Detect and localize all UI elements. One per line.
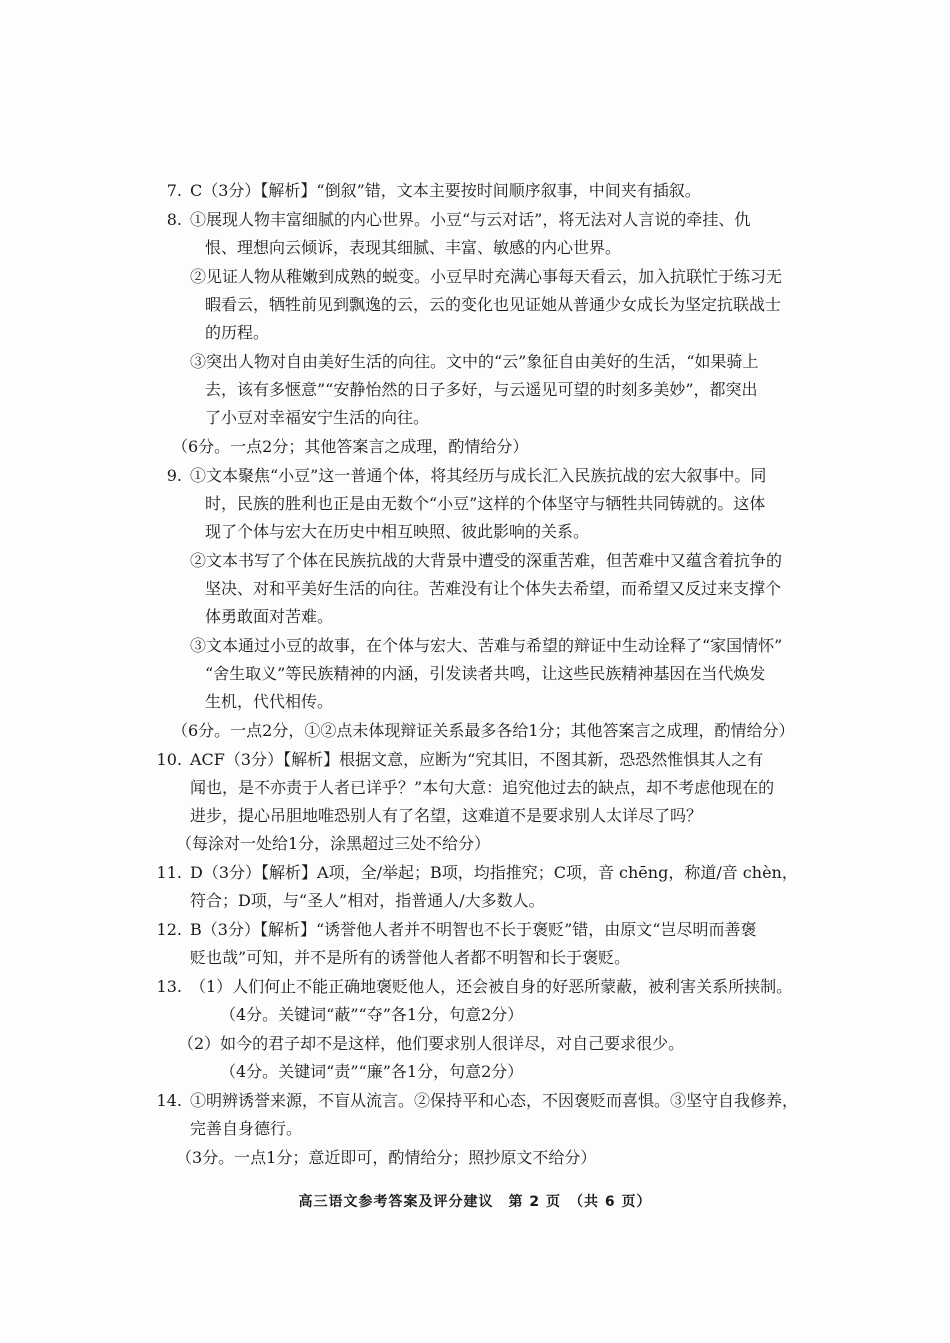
q8-number: 8. (166, 210, 182, 229)
q9-p2-line2: 坚决、对和平美好生活的向往。苦难没有让个体失去希望，而希望又反过来支撑个 (205, 579, 782, 598)
q8-p2-line3: 的历程。 (205, 323, 270, 342)
q7-number: 7. (166, 181, 182, 200)
q13-score-1: （4分。关键词“蔽”“夺”各1分，句意2分） (220, 1005, 524, 1024)
q14-line2: 完善自身德行。 (190, 1119, 303, 1138)
q8-p3-line3: 了小豆对幸福安宁生活的向往。 (205, 408, 430, 427)
q8-p1-line1: ①展现人物丰富细腻的内心世界。小豆“与云对话”，将无法对人言说的牵挂、仇 (190, 210, 751, 229)
q9-p1-line1: ①文本聚焦“小豆”这一普通个体，将其经历与成长汇入民族抗战的宏大叙事中。同 (190, 466, 767, 485)
q9-number: 9. (166, 466, 182, 485)
q13-answer-1: （1）人们何止不能正确地褒贬他人，还会被自身的好恶所蒙蔽，被利害关系所挟制。 (190, 977, 793, 996)
q14-number: 14. (156, 1091, 182, 1110)
q10-score: （每涂对一处给1分，涂黑超过三处不给分） (176, 834, 491, 853)
q8-p2-line1: ②见证人物从稚嫩到成熟的蜕变。小豆早时充满心事每天看云，加入抗联忙于练习无 (190, 267, 783, 286)
q8-p2-line2: 暇看云，牺牲前见到飘逸的云，云的变化也见证她从普通少女成长为坚定抗联战士 (205, 295, 782, 314)
q9-p2-line3: 体勇敢面对苦难。 (205, 607, 334, 626)
q13-score-2: （4分。关键词“责”“廉”各1分，句意2分） (220, 1062, 524, 1081)
q9-p3-line2: “舍生取义”等民族精神的内涵，引发读者共鸣，让这些民族精神基因在当代焕发 (205, 664, 766, 683)
q9-p1-line3: 现了个体与宏大在历史中相互映照、彼此影响的关系。 (205, 522, 590, 541)
q10-line1: ACF（3分）【解析】根据文意，应断为“究其旧，不图其新，恐恐然惟惧其人之有 (190, 750, 764, 769)
q10-line2: 闻也，是不亦责于人者已详乎？”本句大意：追究他过去的缺点，却不考虑他现在的 (190, 778, 775, 797)
q8-p1-line2: 恨、理想向云倾诉，表现其细腻、丰富、敏感的内心世界。 (205, 238, 622, 257)
q8-score: （6分。一点2分；其他答案言之成理，酌情给分） (172, 437, 529, 456)
q10-number: 10. (156, 750, 182, 769)
q10-line3: 进步，提心吊胆地唯恐别人有了名望，这难道不是要求别人太详尽了吗？ (190, 806, 703, 825)
q14-score: （3分。一点1分；意近即可，酌情给分；照抄原文不给分） (176, 1148, 597, 1167)
q12-line2: 贬也哉”可知，并不是所有的诱誉他人者都不明智和长于褒贬。 (190, 948, 631, 967)
q8-p3-line1: ③突出人物对自由美好生活的向往。文中的“云”象征自由美好的生活，“如果骑上 (190, 352, 759, 371)
q11-number: 11. (156, 863, 182, 882)
q9-p3-line1: ③文本通过小豆的故事，在个体与宏大、苦难与希望的辩证中生动诠释了“家国情怀” (190, 636, 783, 655)
q13-number: 13. (156, 977, 182, 996)
q12-number: 12. (156, 920, 182, 939)
q9-p2-line1: ②文本书写了个体在民族抗战的大背景中遭受的深重苦难，但苦难中又蕴含着抗争的 (190, 551, 783, 570)
q8-p3-line2: 去，该有多惬意”“安静怡然的日子多好，与云遥见可望的时刻多美妙”，都突出 (205, 380, 758, 399)
page-footer: 高三语文参考答案及评分建议 第 2 页 （共 6 页） (298, 1194, 652, 1210)
q9-p3-line3: 生机，代代相传。 (205, 692, 334, 711)
q13-answer-2: （2）如今的君子却不是这样，他们要求别人很详尽，对自己要求很少。 (178, 1034, 685, 1053)
q11-line2: 符合；D项，与“圣人”相对，指普通人/大多数人。 (190, 891, 545, 910)
q11-line1: D（3分）【解析】A项，全/举起；B项，均指推究；C项，音 chēng，称道/音 chèn， (190, 863, 798, 882)
q7-text: C（3分）【解析】“倒叙”错，文本主要按时间顺序叙事，中间夹有插叙。 (190, 181, 701, 200)
q9-p1-line2: 时，民族的胜利也正是由无数个“小豆”这样的个体坚守与牺牲共同铸就的。这体 (205, 494, 766, 513)
q12-line1: B（3分）【解析】“诱誉他人者并不明智也不长于褒贬”错，由原文“岂尽明而善褒 (190, 920, 757, 939)
q14-line1: ①明辨诱誉来源，不盲从流言。②保持平和心态，不因褒贬而喜惧。③坚守自我修养， (190, 1091, 799, 1110)
q9-score: （6分。一点2分，①②点未体现辩证关系最多各给1分；其他答案言之成理，酌情给分） (172, 721, 795, 740)
